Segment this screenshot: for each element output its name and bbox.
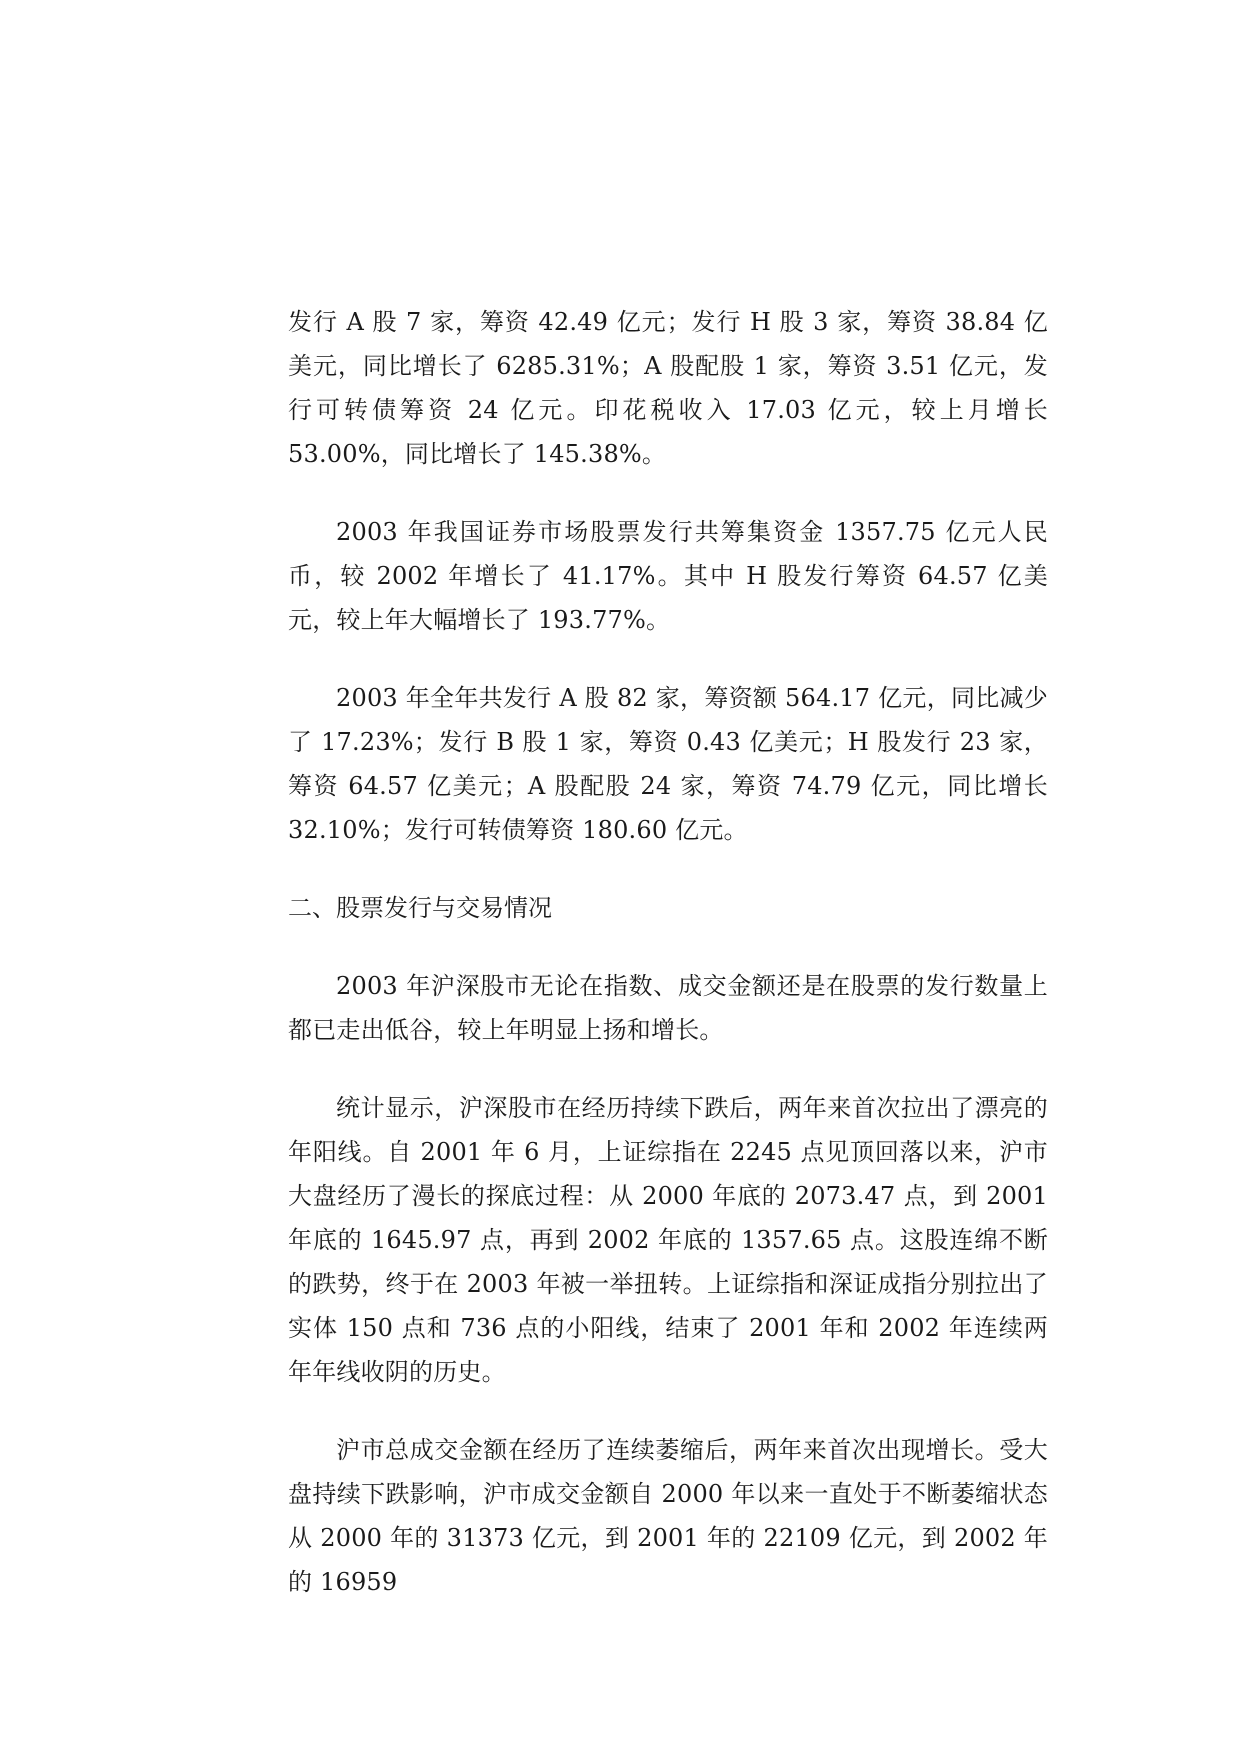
paragraph-market-recovery: 2003 年沪深股市无论在指数、成交金额还是在股票的发行数量上都已走出低谷，较上年明显上扬和增长。 [288,972,1048,1044]
section-heading: 二、股票发行与交易情况 [288,894,552,922]
paragraph-issuance-month: 发行 A 股 7 家，筹资 42.49 亿元；发行 H 股 3 家，筹资 38.84 亿美元，同比增长了 6285.31%；A 股配股 1 家，筹资 3.51 亿元，发行可转债筹资 24 亿元。印花税收入 17.03 亿元，较上月增长 53.00%，同比增长了 145.38%。 [288,308,1048,468]
paragraph-turnover: 沪市总成交金额在经历了连续萎缩后，两年来首次出现增长。受大盘持续下跌影响，沪市成交金额自 2000 年以来一直处于不断萎缩状态从 2000 年的 31373 亿元，到 2001 年的 22109 亿元，到 2002 年的 16959 [288,1436,1048,1596]
paragraph-index-statistics: 统计显示，沪深股市在经历持续下跌后，两年来首次拉出了漂亮的年阳线。自 2001 年 6 月，上证综指在 2245 点见顶回落以来，沪市大盘经历了漫长的探底过程：从 2000 年底的 2073.47 点，到 2001 年底的 1645.97 点，再到 2002 年底的 1357.65 点。这股连绵不断的跌势，终于在 2003 年被一举扭转。上证综指和深证成指分别拉出了实体 150 点和 736 点的小阳线，结束了 2001 年和 2002 年连续两年年线收阴的历史。 [288,1094,1048,1386]
paragraph-2003-a-share-issuance: 2003 年全年共发行 A 股 82 家，筹资额 564.17 亿元，同比减少了 17.23%；发行 B 股 1 家，筹资 0.43 亿美元；H 股发行 23 家，筹资 64.57 亿美元；A 股配股 24 家，筹资 74.79 亿元，同比增长 32.10%；发行可转债筹资 180.60 亿元。 [288,684,1048,844]
document-body [288,300,1048,1638]
paragraph-2003-total-funding: 2003 年我国证券市场股票发行共筹集资金 1357.75 亿元人民币，较 2002 年增长了 41.17%。其中 H 股发行筹资 64.57 亿美元，较上年大幅增长了 193.77%。 [288,518,1048,634]
